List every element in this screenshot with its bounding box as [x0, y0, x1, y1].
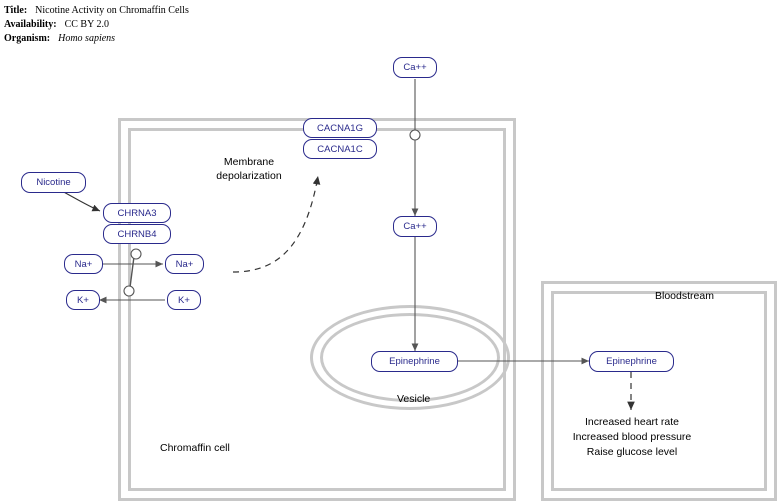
- outcome-blood-pressure: Increased blood pressure: [572, 431, 692, 443]
- bloodstream-inner-membrane: [551, 291, 767, 491]
- label-membrane-depolarization-line2: depolarization: [216, 170, 282, 182]
- label-vesicle: Vesicle: [397, 393, 431, 405]
- node-label: Nicotine: [36, 177, 71, 188]
- node-nicotine[interactable]: [21, 172, 86, 193]
- node-label: Epinephrine: [389, 356, 440, 367]
- node-sodium-intracellular[interactable]: [165, 254, 204, 274]
- node-label: CACNA1G: [317, 122, 363, 134]
- outcome-glucose-level: Raise glucose level: [586, 446, 678, 458]
- label-membrane-depolarization: [203, 155, 295, 183]
- metadata-key-availability: Availability:: [4, 19, 57, 30]
- node-potassium-extracellular[interactable]: [66, 290, 100, 310]
- node-label: CHRNB4: [117, 228, 157, 240]
- node-label: Ca++: [403, 221, 427, 232]
- node-calcium-extracellular[interactable]: [393, 57, 437, 78]
- node-chrna3[interactable]: [103, 203, 171, 223]
- metadata-value-title: Nicotine Activity on Chromaffin Cells: [35, 5, 189, 16]
- node-sodium-extracellular[interactable]: [64, 254, 103, 274]
- metadata-key-title: Title:: [4, 5, 28, 16]
- label-chromaffin-cell: Chromaffin cell: [160, 442, 230, 454]
- metadata-row-organism: [4, 33, 189, 45]
- label-physiological-outcomes: [546, 415, 718, 460]
- node-cacna1g[interactable]: [303, 118, 377, 138]
- node-label: CACNA1C: [317, 143, 363, 155]
- metadata-row-title: [4, 5, 189, 17]
- node-label: K+: [77, 294, 89, 306]
- metadata-value-availability: CC BY 2.0: [64, 19, 109, 30]
- metadata-key-organism: Organism:: [4, 33, 51, 44]
- node-label: Epinephrine: [606, 356, 657, 367]
- node-epinephrine-bloodstream[interactable]: [589, 351, 674, 372]
- node-label: K+: [178, 294, 190, 306]
- node-cacna1c[interactable]: [303, 139, 377, 159]
- node-label: Na+: [175, 258, 194, 270]
- node-potassium-intracellular[interactable]: [167, 290, 201, 310]
- node-label: Na+: [74, 258, 93, 270]
- node-chrnb4[interactable]: [103, 224, 171, 244]
- metadata-block: [4, 5, 189, 47]
- label-membrane-depolarization-line1: Membrane: [223, 156, 275, 168]
- metadata-value-organism: Homo sapiens: [58, 33, 116, 44]
- outcome-heart-rate: Increased heart rate: [585, 416, 679, 428]
- label-bloodstream: Bloodstream: [655, 290, 714, 302]
- node-label: Ca++: [403, 62, 427, 73]
- node-label: CHRNA3: [117, 207, 157, 219]
- metadata-row-availability: [4, 19, 189, 31]
- node-epinephrine-vesicle[interactable]: [371, 351, 458, 372]
- node-calcium-intracellular[interactable]: [393, 216, 437, 237]
